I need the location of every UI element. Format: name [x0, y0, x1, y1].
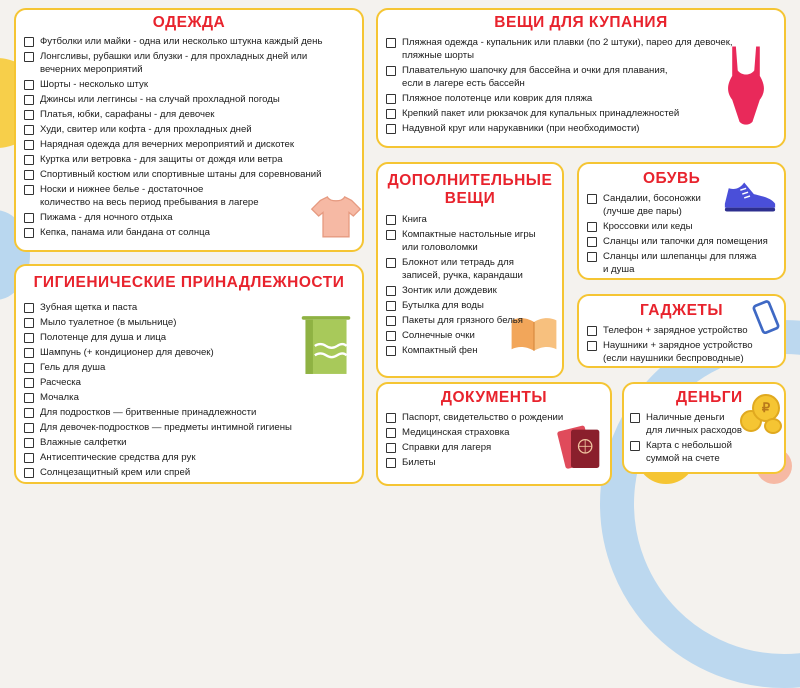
checkbox[interactable]: [386, 38, 396, 48]
checklist-item: [587, 220, 776, 233]
checkbox[interactable]: [386, 443, 396, 453]
documents-card: [376, 382, 612, 486]
item-text: [40, 421, 292, 434]
item-line: Плавательную шапочку для бассейна и очки для плавания,: [402, 65, 668, 76]
checkbox[interactable]: [386, 428, 396, 438]
checkbox[interactable]: [24, 170, 34, 180]
checklist-item: [24, 301, 354, 314]
checkbox[interactable]: [24, 185, 34, 195]
checklist-item: [386, 64, 776, 90]
shoes-card: [577, 162, 786, 280]
extra-card: [376, 162, 564, 378]
item-text: [40, 35, 322, 48]
checkbox[interactable]: [24, 303, 34, 313]
item-line: Худи, свитер или кофта - для прохладных дней: [40, 124, 252, 135]
checklist-item: [386, 122, 776, 135]
item-line: Справки для лагеря: [402, 442, 492, 453]
checklist-item: [386, 228, 554, 254]
checkbox[interactable]: [386, 413, 396, 423]
item-line: Шорты - несколько штук: [40, 79, 149, 90]
checklist-item: [24, 421, 354, 434]
item-line: Блокнот или тетрадь для: [402, 257, 514, 268]
item-line: Антисептические средства для рук: [40, 452, 196, 463]
item-text: [40, 406, 256, 419]
item-text: [603, 339, 753, 365]
item-line: Мыло туалетное (в мыльнице): [40, 317, 177, 328]
checkbox[interactable]: [24, 333, 34, 343]
checklist-item: [386, 344, 554, 357]
item-text: [40, 316, 176, 329]
checklist-item: [386, 256, 554, 282]
item-line: Джинсы или леггинсы - на случай прохладной погоды: [40, 94, 280, 105]
checkbox[interactable]: [587, 252, 597, 262]
clothing-list: [24, 35, 354, 239]
checkbox[interactable]: [24, 393, 34, 403]
checklist-item: [386, 107, 776, 120]
item-text: [40, 108, 215, 121]
checkbox[interactable]: [386, 230, 396, 240]
item-text: [40, 436, 127, 449]
item-text: [40, 391, 79, 404]
checklist-item: [24, 93, 354, 106]
item-line: Гель для душа: [40, 362, 106, 373]
item-text: [40, 183, 259, 209]
checkbox[interactable]: [587, 237, 597, 247]
checklist-item: [24, 436, 354, 449]
checkbox[interactable]: [587, 326, 597, 336]
item-line: Кепка, панама или бандана от солнца: [40, 227, 211, 238]
item-text: [40, 466, 190, 479]
item-text: [646, 411, 742, 437]
item-text: [402, 299, 484, 312]
item-line: суммой на счете: [646, 453, 720, 464]
checkbox[interactable]: [24, 52, 34, 62]
item-line: (лучше две пары): [603, 206, 682, 217]
item-text: [40, 451, 196, 464]
item-line: записей, ручка, карандаши: [402, 270, 523, 281]
swim-title: ВЕЩИ ДЛЯ КУПАНИЯ: [494, 14, 668, 31]
item-line: вечерних мероприятий: [40, 64, 143, 75]
shoes-list: [587, 192, 776, 276]
item-text: [40, 138, 294, 151]
checkbox[interactable]: [24, 453, 34, 463]
item-line: Сланцы или шлепанцы для пляжа: [603, 251, 757, 262]
checklist-item: [24, 226, 354, 239]
checklist-item: [386, 213, 554, 226]
checkbox[interactable]: [587, 341, 597, 351]
item-line: если в лагере есть бассейн: [402, 78, 525, 89]
item-line: Солнцезащитный крем или спрей: [40, 467, 191, 478]
item-line: Паспорт, свидетельство о рождении: [402, 412, 564, 423]
item-text: [603, 192, 701, 218]
item-text: [402, 329, 475, 342]
checklist-item: [24, 108, 354, 121]
checklist-item: [587, 339, 776, 365]
item-text: [402, 284, 497, 297]
item-line: Надувной круг или нарукавники (при необходимости): [402, 123, 640, 134]
checkbox[interactable]: [24, 155, 34, 165]
item-text: [40, 50, 307, 76]
item-line: Солнечные очки: [402, 330, 475, 341]
item-line: Книга: [402, 214, 427, 225]
item-text: [40, 168, 322, 181]
item-text: [40, 93, 280, 106]
item-line: Сандалии, босоножки: [603, 193, 701, 204]
item-line: Куртка или ветровка - для защиты от дождя или ветра: [40, 154, 283, 165]
checkbox[interactable]: [630, 441, 640, 451]
clothing-title: ОДЕЖДА: [152, 14, 226, 31]
checklist-item: [386, 92, 776, 105]
checkbox[interactable]: [24, 408, 34, 418]
checkbox[interactable]: [24, 228, 34, 238]
item-text: [40, 153, 283, 166]
item-line: Шампунь (+ кондиционер для девочек): [40, 347, 214, 358]
checkbox[interactable]: [386, 124, 396, 134]
checklist-item: [24, 346, 354, 359]
item-text: [40, 346, 214, 359]
item-line: для личных расходов: [646, 425, 742, 436]
checklist-item: [386, 284, 554, 297]
checklist-item: [24, 138, 354, 151]
item-line: Полотенце для душа и лица: [40, 332, 167, 343]
money-list: [630, 411, 776, 465]
item-text: [402, 256, 523, 282]
checkbox[interactable]: [386, 346, 396, 356]
documents-title: ДОКУМЕНТЫ: [440, 389, 548, 406]
checkbox[interactable]: [24, 213, 34, 223]
documents-list: [386, 411, 602, 469]
checklist-item: [24, 183, 354, 209]
checklist-item: [587, 235, 776, 248]
item-text: [603, 324, 748, 337]
item-line: количество на весь период пребывания в лагере: [40, 197, 259, 208]
checklist-item: [24, 211, 354, 224]
item-text: [402, 344, 478, 357]
checklist-item: [24, 50, 354, 76]
item-text: [40, 376, 81, 389]
checklist-item: [24, 316, 354, 329]
item-text: [402, 107, 679, 120]
item-text: [402, 122, 640, 135]
item-line: Спортивный костюм или спортивные штаны для соревнований: [40, 169, 322, 180]
item-text: [40, 331, 166, 344]
item-line: Пляжное полотенце или коврик для пляжа: [402, 93, 593, 104]
checklist-item: [24, 123, 354, 136]
item-text: [40, 78, 148, 91]
gadgets-list: [587, 324, 776, 365]
item-line: Для девочек-подростков — предметы интимной гигиены: [40, 422, 292, 433]
gadgets-card: [577, 294, 786, 368]
checklist-item: [386, 426, 602, 439]
checklist-item: [587, 192, 776, 218]
checkbox[interactable]: [24, 125, 34, 135]
checklist-item: [386, 329, 554, 342]
item-text: [402, 213, 427, 226]
checklist-item: [24, 451, 354, 464]
item-text: [402, 456, 436, 469]
item-line: Телефон + зарядное устройство: [603, 325, 748, 336]
checklist-item: [24, 391, 354, 404]
checklist-item: [386, 456, 602, 469]
checkbox[interactable]: [24, 423, 34, 433]
checkbox[interactable]: [386, 94, 396, 104]
item-line: Наличные деньги: [646, 412, 725, 423]
checkbox[interactable]: [386, 301, 396, 311]
item-line: Пляжная одежда - купальник или плавки (по 2 штуки), парео для девочек,: [402, 37, 733, 48]
item-line: Наушники + зарядное устройство: [603, 340, 753, 351]
item-line: Кроссовки или кеды: [603, 221, 693, 232]
checkbox[interactable]: [24, 95, 34, 105]
item-text: [402, 426, 509, 439]
bg-arc-blue: [600, 320, 800, 688]
checkbox[interactable]: [24, 110, 34, 120]
item-text: [40, 226, 210, 239]
checklist-item: [24, 78, 354, 91]
item-line: и душа: [603, 264, 635, 275]
checklist-item: [386, 411, 602, 424]
item-line: Носки и нижнее белье - достаточное: [40, 184, 204, 195]
item-text: [646, 439, 732, 465]
ruble-symbol: ₽: [761, 400, 771, 415]
hygiene-card: [14, 264, 364, 484]
item-text: [402, 36, 733, 62]
checkbox[interactable]: [386, 458, 396, 468]
item-line: Бутылка для воды: [402, 300, 484, 311]
checklist-item: [24, 376, 354, 389]
extra-list: [386, 213, 554, 357]
item-line: Нарядная одежда для вечерних мероприятий и дискотек: [40, 139, 295, 150]
item-text: [402, 64, 668, 90]
checkbox[interactable]: [386, 215, 396, 225]
item-line: Билеты: [402, 457, 436, 468]
item-text: [40, 123, 252, 136]
checklist-item: [587, 250, 776, 276]
item-line: Зонтик или дождевик: [402, 285, 497, 296]
item-line: (если наушники беспроводные): [603, 353, 744, 364]
checklist-item: [24, 35, 354, 48]
checkbox[interactable]: [24, 363, 34, 373]
item-line: пляжные шорты: [402, 50, 475, 61]
item-line: Лонгсливы, рубашки или блузки - для прохладных дней или: [40, 51, 308, 62]
checklist-item: [24, 168, 354, 181]
item-text: [402, 92, 592, 105]
clothing-card: [14, 8, 364, 252]
item-line: Влажные салфетки: [40, 437, 127, 448]
swim-card: [376, 8, 786, 148]
money-card: [622, 382, 786, 474]
swim-list: [386, 36, 776, 135]
checklist-item: [24, 331, 354, 344]
item-text: [402, 411, 563, 424]
checkbox[interactable]: [24, 140, 34, 150]
item-text: [40, 211, 173, 224]
checklist-item: [587, 324, 776, 337]
checklist-item: [24, 361, 354, 374]
checklist-item: [386, 36, 776, 62]
hygiene-title: ГИГИЕНИЧЕСКИЕ ПРИНАДЛЕЖНОСТИ: [33, 274, 345, 291]
checklist-item: [386, 314, 554, 327]
checklist-item: [630, 439, 776, 465]
checkbox[interactable]: [24, 37, 34, 47]
item-line: Для подростков — бритвенные принадлежности: [40, 407, 257, 418]
item-line: Карта с небольшой: [646, 440, 732, 451]
checklist-item: [386, 441, 602, 454]
checklist-item: [386, 299, 554, 312]
checkbox[interactable]: [24, 468, 34, 478]
checklist-item: [24, 153, 354, 166]
item-text: [402, 441, 491, 454]
item-line: Сланцы или тапочки для помещения: [603, 236, 768, 247]
item-text: [402, 228, 536, 254]
checkbox[interactable]: [386, 109, 396, 119]
item-line: Компактный фен: [402, 345, 478, 356]
item-line: Компактные настольные игры: [402, 229, 536, 240]
item-line: Медицинская страховка: [402, 427, 510, 438]
item-line: Футболки или майки - одна или несколько штукна каждый день: [40, 36, 323, 47]
money-title: ДЕНЬГИ: [676, 389, 743, 406]
checkbox[interactable]: [386, 316, 396, 326]
checkbox[interactable]: [24, 378, 34, 388]
item-text: [40, 361, 105, 374]
item-text: [603, 235, 768, 248]
item-line: Пижама - для ночного отдыха: [40, 212, 173, 223]
checkbox[interactable]: [24, 348, 34, 358]
checklist-item: [24, 406, 354, 419]
item-text: [603, 220, 693, 233]
shoes-title: ОБУВЬ: [643, 170, 701, 187]
item-line: или головоломки: [402, 242, 478, 253]
item-line: Мочалка: [40, 392, 79, 403]
checkbox[interactable]: [24, 438, 34, 448]
checkbox[interactable]: [386, 286, 396, 296]
checkbox[interactable]: [587, 222, 597, 232]
checkbox[interactable]: [587, 194, 597, 204]
gadgets-title: ГАДЖЕТЫ: [639, 302, 724, 319]
item-line: Пакеты для грязного белья: [402, 315, 524, 326]
checkbox[interactable]: [24, 80, 34, 90]
checkbox[interactable]: [630, 413, 640, 423]
item-line: Расческа: [40, 377, 81, 388]
item-line: Крепкий пакет или рюкзачок для купальных принадлежностей: [402, 108, 680, 119]
item-text: [40, 301, 137, 314]
extra-title-line1: ДОПОЛНИТЕЛЬНЫЕ: [387, 172, 553, 189]
extra-title-line2: ВЕЩИ: [444, 190, 496, 207]
checkbox[interactable]: [386, 258, 396, 268]
checkbox[interactable]: [386, 66, 396, 76]
item-line: Зубная щетка и паста: [40, 302, 138, 313]
checkbox[interactable]: [386, 331, 396, 341]
hygiene-list: [24, 301, 354, 479]
item-line: Платья, юбки, сарафаны - для девочек: [40, 109, 215, 120]
item-text: [603, 250, 757, 276]
checkbox[interactable]: [24, 318, 34, 328]
checklist-item: [24, 466, 354, 479]
item-text: [402, 314, 523, 327]
checklist-item: [630, 411, 776, 437]
